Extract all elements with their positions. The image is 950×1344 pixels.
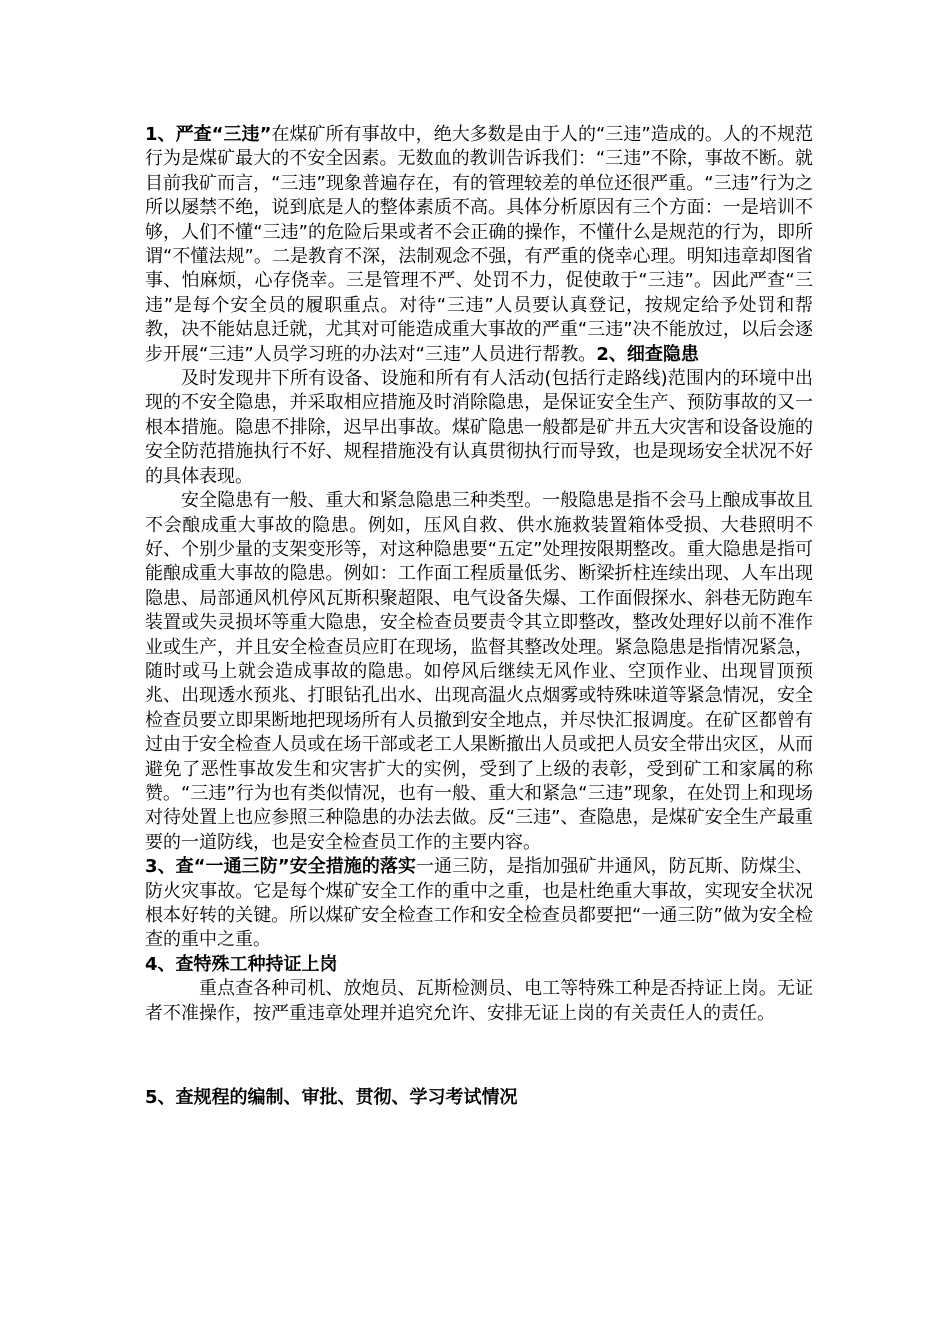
section-1-heading: 1、严查“三违” (145, 124, 272, 145)
section-2-heading: 2、细查隐患 (596, 343, 699, 365)
section-5-heading-text: 5、查规程的编制、审批、贯彻、学习考试情况 (145, 1087, 518, 1109)
section-4-heading-text: 4、查特殊工种持证上岗 (145, 953, 338, 975)
section-3-body: 一通三防，是指加强矿井通风，防瓦斯、防煤尘、防火灾事故。它是每个煤矿安全工作的重中之重，也是杜绝重大事故，实现安全状况根本好转的关键。所以煤矿安全检查工作和安全检查员都要把“一通三防”做为安全检查的重中之重。 (145, 856, 813, 951)
section-3-heading: 3、查“一通三防”安全措施的落实 (145, 856, 416, 878)
document-page (145, 123, 813, 1110)
spacer (145, 1026, 813, 1086)
section-2-paragraph-2: 安全隐患有一般、重大和紧急隐患三种类型。一般隐患是指不会马上酿成事故且不会酿成重大事故的隐患。例如，压风自救、供水施救装置箱体受损、大巷照明不好、个别少量的支架变形等，对这种隐患要“五定”处理按限期整改。重大隐患是指可能酿成重大事故的隐患。例如：工作面工程质量低劣、断梁折柱连续出现、人车出现隐患、局部通风机停风瓦斯积聚超限、电气设备失爆、工作面假探水、斜巷无防跑车装置或失灵损坏等重大隐患，安全检查员要责令其立即整改，整改处理好以前不准作业或生产，并且安全检查员应盯在现场，监督其整改处理。紧急隐患是指情况紧急，随时或马上就会造成事故的隐患。如停风后继续无风作业、空顶作业、出现冒顶预兆、出现透水预兆、打眼钻孔出水、出现高温火点烟雾或特殊味道等紧急情况，安全检查员要立即果断地把现场所有人员撤到安全地点，并尽快汇报调度。在矿区都曾有过由于安全检查人员或在场干部或老工人果断撤出人员或把人员安全带出灾区，从而避免了恶性事故发生和灾害扩大的实例，受到了上级的表彰，受到矿工和家属的称赞。“三违”行为也有类似情况，也有一般、重大和紧急“三违”现象，在处罚上和现场对待处置上也应参照三种隐患的办法去做。反“三违”、查隐患，是煤矿安全生产最重要的一道防线，也是安全检查员工作的主要内容。 (145, 490, 813, 853)
section-4-heading (145, 953, 813, 977)
section-3-paragraph (145, 855, 813, 953)
section-2-paragraph-1: 及时发现井下所有设备、设施和所有有人活动(包括行走路线)范围内的环境中出现的不安全隐患，并采取相应措施及时消除隐患，是保证安全生产、预防事故的又一根本措施。隐患不排除，迟早出事故。煤矿隐患一般都是矿井五大灾害和设备设施的安全防范措施执行不好、规程措施没有认真贯彻执行而导致，也是现场安全状况不好的具体表现。 (145, 368, 813, 487)
section-5-heading (145, 1086, 813, 1110)
section-1-body: 在煤矿所有事故中，绝大多数是由于人的“三违”造成的。人的不规范行为是煤矿最大的不安全因素。无数血的教训告诉我们：“三违”不除，事故不断。就目前我矿而言，“三违”现象普遍存在，有的管理较差的单位还很严重。“三违”行为之所以屡禁不绝，说到底是人的整体素质不高。具体分析原因有三个方面：一是培训不够，人们不懂“三违”的危险后果或者不会正确的操作，不懂什么是规范的行为，即所谓“不懂法规”。二是教育不深，法制观念不强，有严重的侥幸心理。明知违章却图省事、怕麻烦，心存侥幸。三是管理不严、处罚不力，促使敢于“三违”。因此严查“三违”是每个安全员的履职重点。对待“三违”人员要认真登记，按规定给予处罚和帮教，决不能姑息迁就，尤其对可能造成重大事故的严重“三违”决不能放过，以后会逐步开展“三违”人员学习班的办法对“三违”人员进行帮教。 (145, 124, 813, 365)
section-1-paragraph (145, 123, 813, 367)
section-4-paragraph: 重点查各种司机、放炮员、瓦斯检测员、电工等特殊工种是否持证上岗。无证者不准操作，按严重违章处理并追究允许、安排无证上岗的有关责任人的责任。 (145, 978, 813, 1024)
